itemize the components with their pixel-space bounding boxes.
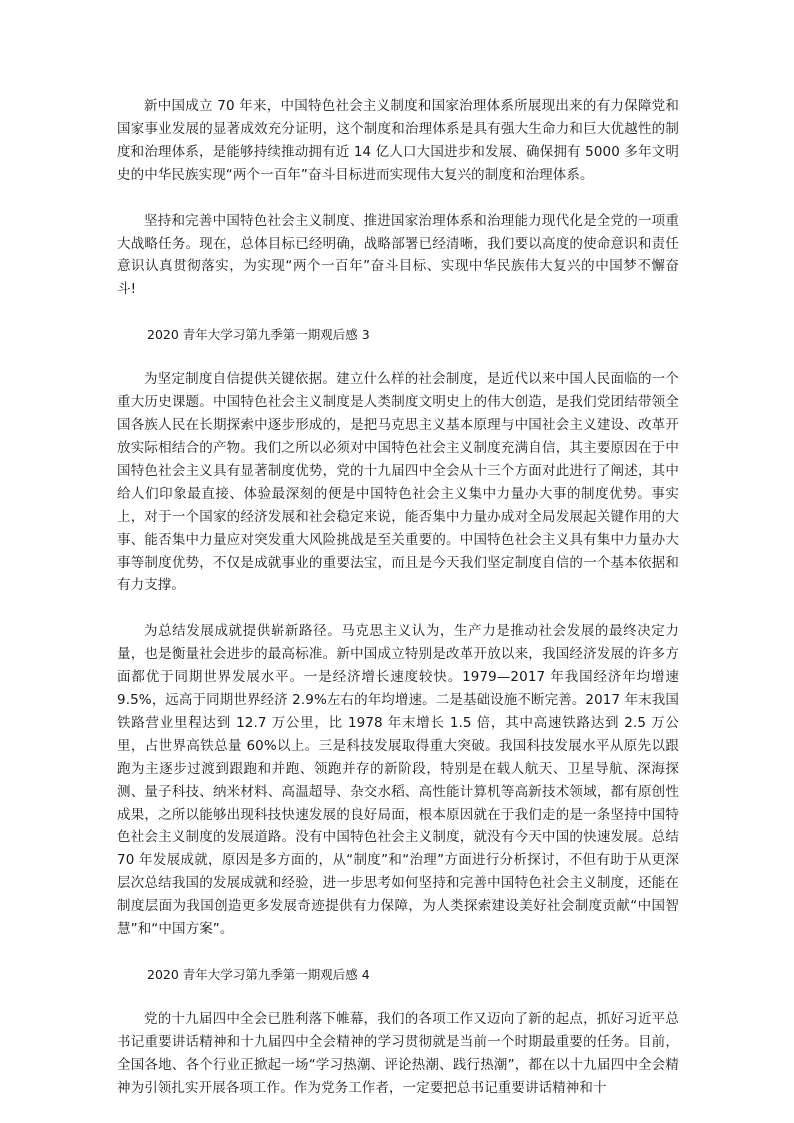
body-paragraph: 为坚定制度自信提供关键依据。建立什么样的社会制度，是近代以来中国人民面临的一个重大历史课题。中国特色社会主义制度是人类制度文明史上的伟大创造，是我们党团结带领全国各族人民在长期探索中逐步形成的，是把马克思主义基本原理与中国社会主义建设、改革开放实际相结合的产物。我们之所以必须对中国特色社会主义制度充满自信，其主要原因在于中国特色社会主义具有显著制度优势，党的十九届四中全会从十三个方面对此进行了阐述，其中给人们印象最直接、体验最深刻的便是中国特色社会主义集中力量办大事的制度优势。事实上，对于一个国家的经济发展和社会稳定来说，能否集中力量办成对全局发展起关键作用的大事、能否集中力量应对突发重大风险挑战是至关重要的。中国特色社会主义具有集中力量办大事等制度优势，不仅是成就事业的重要法宝，而且是今天我们坚定制度自信的一个基本依据和有力支撑。 — [117, 371, 679, 594]
body-paragraph: 党的十九届四中全会已胜利落下帷幕，我们的各项工作又迈向了新的起点，抓好习近平总书记重要讲话精神和十九届四中全会精神的学习贯彻就是当前一个时期最重要的任务。目前，全国各地、各个行业正掀起一场“学习热潮、评论热潮、践行热潮”，都在以十九届四中全会精神为引领扎实开展各项工作。作为党务工作者，一定要把总书记重要讲话精神和十 — [117, 1011, 679, 1096]
body-paragraph: 为总结发展成就提供崭新路径。马克思主义认为，生产力是推动社会发展的最终决定力量，也是衡量社会进步的最高标准。新中国成立特别是改革开放以来，我国经济发展的许多方面都优于同期世界发展水平。一是经济增长速度较快。1979—2017 年我国经济年均增速 9.5%，远高于同期世界经济 2.9%左右的年均增速。二是基础设施不断完善。2017 年末我国铁路营业里程达到 12.7 万公里，比 1978 年末增长 1.5 倍，其中高速铁路达到 2.5 万公里，占世界高铁总量 60%以上。三是科技发展取得重大突破。我国科技发展水平从原先以跟跑为主逐步过渡到跟跑和并跑、领跑并存的新阶段，特别是在载人航天、卫星导航、深海探测、量子科技、纳米材料、高温超导、杂交水稻、高性能计算机等高新技术领域，都有原创性成果，之所以能够出现科技快速发展的良好局面，根本原因就在于我们走的是一条坚持中国特色社会主义制度的发展道路。没有中国特色社会主义制度，就没有今天中国的快速发展。总结 70 年发展成就，原因是多方面的，从“制度”和“治理”方面进行分析探讨，不但有助于从更深层次总结我国的发展成就和经验，进一步思考如何坚持和完善中国特色社会主义制度，还能在制度层面为我国创造更多发展奇迹提供有力保障，为人类探索建设美好社会制度贡献“中国智慧”和“中国方案”。 — [117, 623, 679, 938]
document-page — [117, 95, 679, 1100]
body-paragraph: 坚持和完善中国特色社会主义制度、推进国家治理体系和治理能力现代化是全党的一项重大战略任务。现在，总体目标已经明确，战略部署已经清晰，我们要以高度的使命意识和责任意识认真贯彻落实，为实现“两个一百年”奋斗目标、实现中华民族伟大复兴的中国梦不懈奋斗! — [117, 212, 679, 298]
section-heading: 2020 青年大学习第九季第一期观后感 3 — [147, 327, 370, 343]
body-paragraph: 新中国成立 70 年来，中国特色社会主义制度和国家治理体系所展现出来的有力保障党和国家事业发展的显著成效充分证明，这个制度和治理体系是具有强大生命力和巨大优越性的制度和治理体系，是能够持续推动拥有近 14 亿人口大国进步和发展、确保拥有 5000 多年文明史的中华民族实现“两个一百年”奋斗目标进而实现伟大复兴的制度和治理体系。 — [117, 98, 679, 183]
section-heading: 2020 青年大学习第九季第一期观后感 4 — [147, 967, 370, 982]
